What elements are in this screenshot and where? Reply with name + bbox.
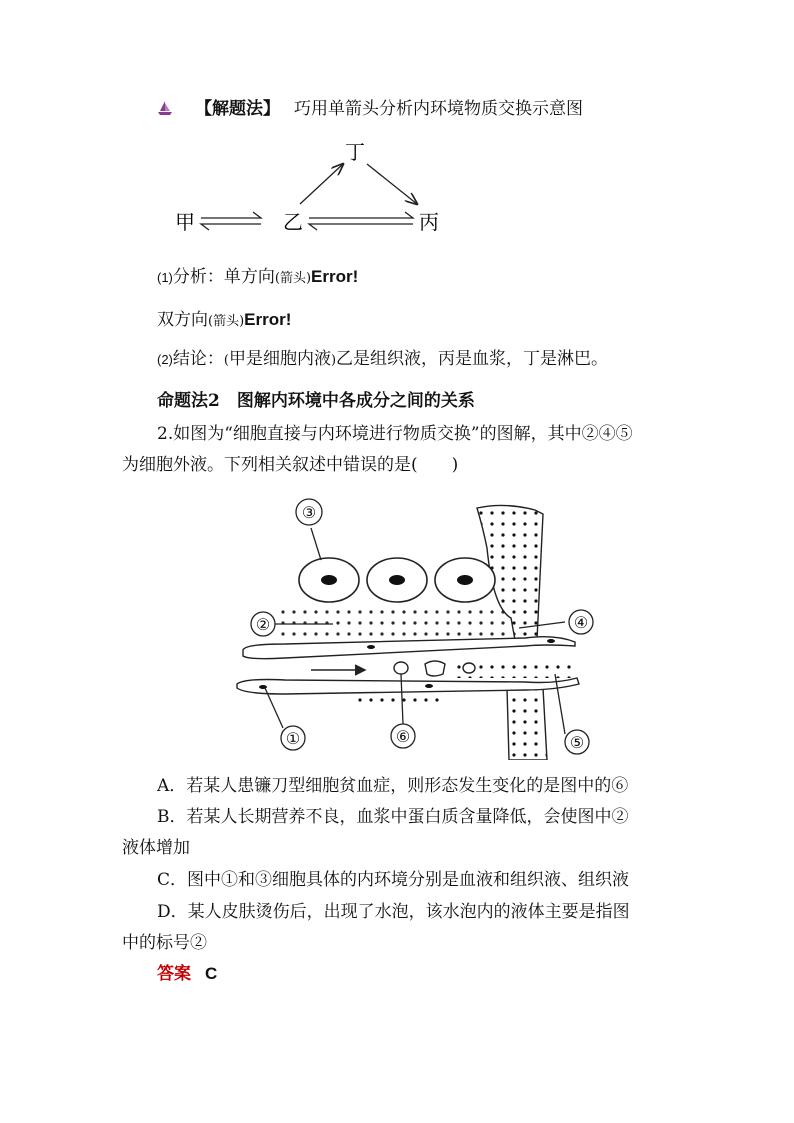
option-c: C．图中①和③细胞具体的内环境分别是血液和组织液、组织液 xyxy=(157,870,630,890)
exchange-diagram xyxy=(157,132,457,250)
conclusion-line xyxy=(157,348,608,372)
option-d-line-2: 中的标号② xyxy=(122,933,207,953)
conclusion-part-2: 乙是组织液，丙是血浆，丁是淋巴。 xyxy=(336,349,609,369)
label-2: ② xyxy=(255,615,271,634)
flow-arrow-icon xyxy=(311,665,365,675)
section-title: 命题法2 图解内环境中各成分之间的关系 xyxy=(157,391,475,411)
conclusion-part-1: 甲是细胞内液 xyxy=(228,349,331,369)
conclusion-label: 结论： xyxy=(172,349,224,369)
question-line-2: 为细胞外液。下列相关叙述中错误的是( ) xyxy=(122,455,459,475)
analysis-label-2: 双方向 xyxy=(157,310,208,330)
label-3: ③ xyxy=(301,503,317,522)
cell-exchange-diagram xyxy=(225,488,605,760)
analysis-error-2: Error! xyxy=(244,310,292,329)
method-title: 巧用单箭头分析内环境物质交换示意图 xyxy=(294,99,583,119)
analysis-paren-1: (箭头) xyxy=(274,271,312,286)
label-4: ④ xyxy=(573,613,589,632)
arrow-ding-bing xyxy=(367,164,417,204)
option-d-line-1: D．某人皮肤烫伤后，出现了水泡，该水泡内的液体主要是指图 xyxy=(157,902,630,922)
analysis-line-2 xyxy=(157,309,291,333)
arrow-yi-ding xyxy=(300,164,343,204)
node-yi: 乙 xyxy=(283,210,303,234)
node-jia: 甲 xyxy=(175,210,195,234)
analysis-line-1 xyxy=(157,266,358,290)
label-1: ① xyxy=(285,729,301,748)
answer-value: C xyxy=(205,964,218,983)
label-6: ⑥ xyxy=(395,727,411,746)
lymph-vessel-lower xyxy=(507,688,547,760)
node-bing: 丙 xyxy=(419,210,439,234)
analysis-num-1: (1) xyxy=(157,270,173,285)
option-a: A．若某人患镰刀型细胞贫血症，则形态发生变化的是图中的⑥ xyxy=(157,776,629,796)
harpoon-jia-yi xyxy=(201,212,261,230)
method-header xyxy=(157,98,583,120)
node-ding: 丁 xyxy=(345,140,365,164)
conclusion-paren-close: ) xyxy=(330,353,337,368)
analysis-paren-2: (箭头) xyxy=(208,314,245,329)
ship-icon xyxy=(157,100,173,116)
answer-line xyxy=(157,963,217,985)
question-line-1: 2.如图为“细胞直接与内环境进行物质交换”的图解，其中②④⑤ xyxy=(157,424,633,444)
method-tag: 【解题法】 xyxy=(195,99,280,119)
tissue-fluid-lower xyxy=(355,696,445,708)
analysis-error-1: Error! xyxy=(311,267,359,286)
harpoon-yi-bing xyxy=(309,212,413,230)
answer-label: 答案 xyxy=(157,964,191,984)
analysis-label-1: 分析：单方向 xyxy=(172,267,275,287)
option-b-line-1: B．若某人长期营养不良，血浆中蛋白质含量降低，会使图中② xyxy=(157,807,629,827)
conclusion-paren-open: ( xyxy=(223,353,229,368)
label-5: ⑤ xyxy=(569,733,585,752)
option-b-line-2: 液体增加 xyxy=(122,838,190,858)
conclusion-num: (2) xyxy=(157,352,173,367)
